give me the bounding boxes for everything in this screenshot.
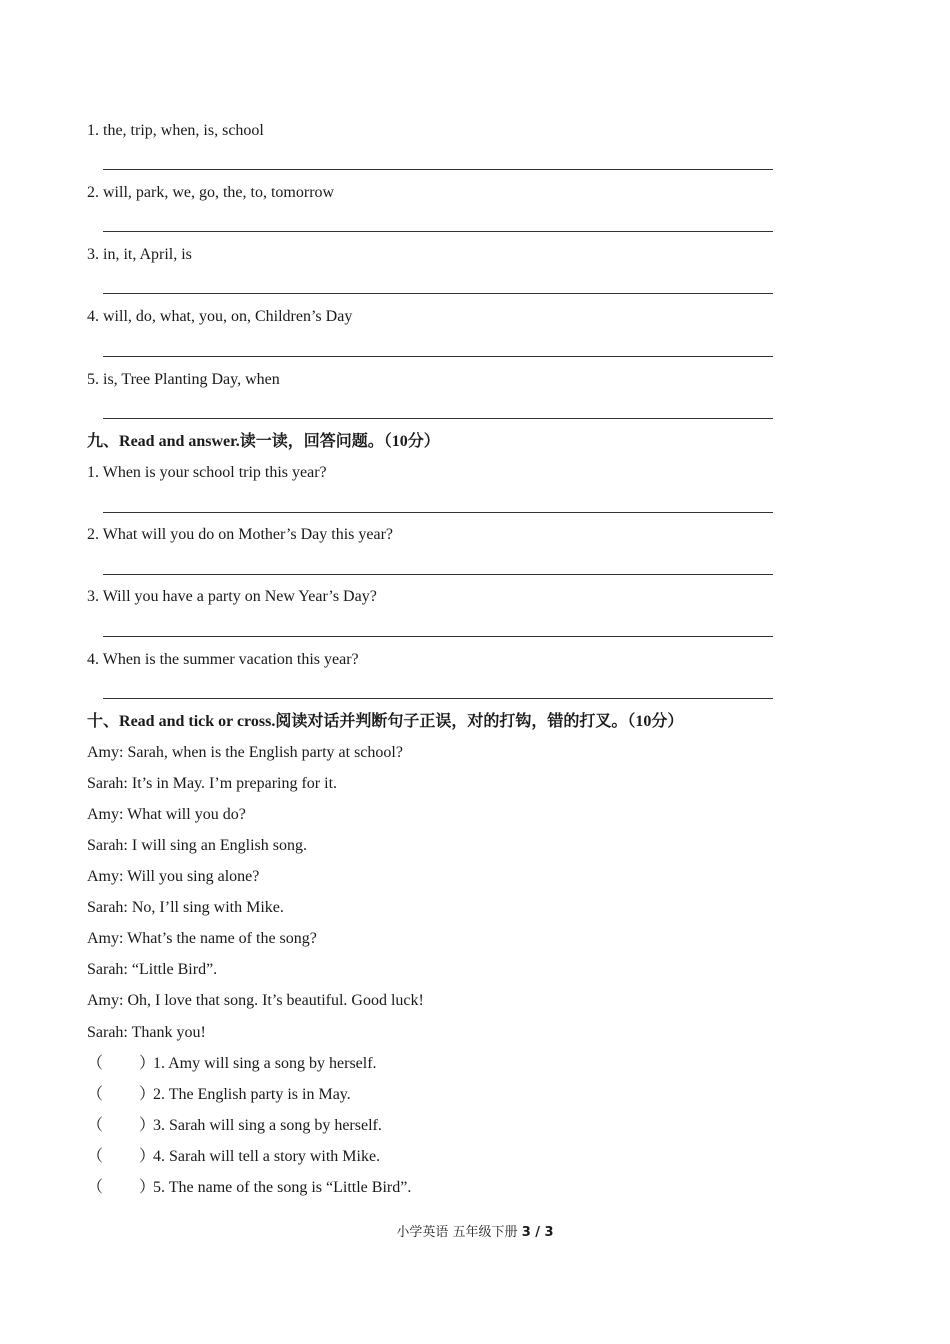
dialogue-line-2: Sarah: It’s in May. I’m preparing for it. — [87, 775, 338, 792]
dialogue-line-6: Sarah: No, I’ll sing with Mike. — [87, 899, 284, 916]
section-10-heading — [87, 712, 683, 732]
footer-page-number: 3 / 3 — [521, 1225, 554, 1240]
section-10-number: 十、 — [87, 713, 120, 730]
dialogue-line-3: Amy: What will you do? — [87, 806, 246, 823]
reorder-item-5: 5. is, Tree Planting Day, when — [87, 371, 280, 388]
statement-row-1 — [87, 1054, 377, 1074]
dialogue-line-7: Amy: What’s the name of the song? — [87, 930, 317, 947]
dialogue-line-10: Sarah: Thank you! — [87, 1024, 206, 1041]
answer-line-8-4 — [103, 356, 773, 357]
section-9-number: 九、 — [87, 433, 120, 450]
statement-text-5: 5. The name of the song is “Little Bird”. — [153, 1179, 412, 1196]
section-9-title-cn: 读一读，回答问题。（10分） — [239, 433, 440, 450]
question-9-4: 4. When is the summer vacation this year? — [87, 651, 359, 668]
answer-line-9-1 — [103, 512, 773, 513]
answer-bracket[interactable]: （ ） — [87, 1055, 156, 1072]
reorder-item-1: 1. the, trip, when, is, school — [87, 122, 264, 139]
answer-line-8-5 — [103, 418, 773, 419]
statement-text-2: 2. The English party is in May. — [153, 1086, 351, 1103]
question-9-1: 1. When is your school trip this year? — [87, 464, 327, 481]
answer-bracket[interactable]: （ ） — [87, 1117, 156, 1134]
dialogue-line-4: Sarah: I will sing an English song. — [87, 837, 307, 854]
statement-row-4 — [87, 1147, 380, 1167]
dialogue-line-8: Sarah: “Little Bird”. — [87, 961, 218, 978]
footer-subject: 小学英语 五年级下册 — [396, 1225, 518, 1240]
reorder-item-2: 2. will, park, we, go, the, to, tomorrow — [87, 184, 335, 201]
statement-text-3: 3. Sarah will sing a song by herself. — [153, 1117, 382, 1134]
answer-line-9-2 — [103, 574, 773, 575]
answer-line-8-2 — [103, 231, 773, 232]
answer-line-9-3 — [103, 636, 773, 637]
statement-text-4: 4. Sarah will tell a story with Mike. — [153, 1148, 381, 1165]
answer-line-9-4 — [103, 698, 773, 699]
statement-row-3 — [87, 1116, 382, 1136]
statement-row-5 — [87, 1178, 411, 1198]
answer-bracket[interactable]: （ ） — [87, 1148, 156, 1165]
dialogue-line-5: Amy: Will you sing alone? — [87, 868, 260, 885]
section-9-title-en: Read and answer. — [119, 433, 240, 450]
dialogue-line-1: Amy: Sarah, when is the English party at school? — [87, 744, 403, 761]
answer-bracket[interactable]: （ ） — [87, 1086, 156, 1103]
statement-row-2 — [87, 1085, 351, 1105]
question-9-3: 3. Will you have a party on New Year’s Day? — [87, 588, 377, 605]
statement-text-1: 1. Amy will sing a song by herself. — [153, 1055, 377, 1072]
reorder-item-3: 3. in, it, April, is — [87, 246, 192, 263]
section-10-title-en: Read and tick or cross. — [119, 713, 276, 730]
question-9-2: 2. What will you do on Mother’s Day this year? — [87, 526, 394, 543]
section-9-heading — [87, 432, 440, 452]
section-10-title-cn: 阅读对话并判断句子正误，对的打钩，错的打叉。（10分） — [275, 713, 684, 730]
answer-line-8-3 — [103, 293, 773, 294]
page-footer — [0, 1224, 950, 1242]
reorder-item-4: 4. will, do, what, you, on, Children’s Day — [87, 308, 353, 325]
dialogue-line-9: Amy: Oh, I love that song. It’s beautiful. Good luck! — [87, 992, 424, 1009]
answer-line-8-1 — [103, 169, 773, 170]
answer-bracket[interactable]: （ ） — [87, 1179, 156, 1196]
